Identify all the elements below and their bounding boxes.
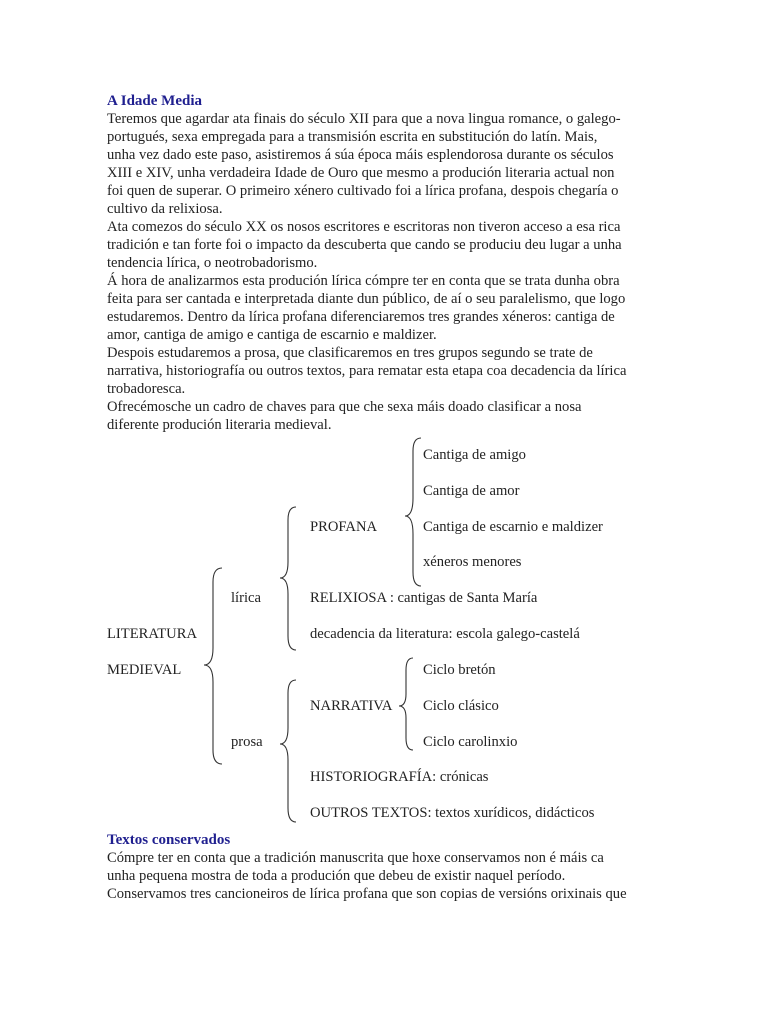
prosa-brace [280,680,296,822]
diagram-node-narrativa: NARRATIVA [310,698,393,714]
diagram-leaf-ciclo-clasico: Ciclo clásico [423,698,499,714]
lirica-brace [280,507,296,650]
diagram-node-lirica: lírica [231,590,261,606]
diagram-node-prosa: prosa [231,734,263,750]
root-brace [204,568,222,764]
diagram-node-outros-textos: OUTROS TEXTOS: textos xurídicos, didácticos [310,805,595,821]
diagram-leaf-cantiga-amigo: Cantiga de amigo [423,447,526,463]
diagram-leaf-ciclo-breton: Ciclo bretón [423,662,496,678]
section-heading-idade-media: A Idade Media [107,93,203,109]
diagram-leaf-cantiga-amor: Cantiga de amor [423,483,520,499]
paragraph: Ata comezos do século XX os nosos escritores e escritoras non tiveron acceso a esa rica tradición e tan forte foi o impacto da descuberta que cando se produciu deu lugar a unha tendencia lírica, o neotrobadorismo. [107,219,622,271]
paragraph: Cómpre ter en conta que a tradición manuscrita que hoxe conservamos non é máis ca unha pequena mostra de toda a produción que debeu de existir naquel período. Conservamos tres cancioneiros de lírica profana que son copias de versións orixinais que [107,850,627,902]
paragraph: Teremos que agardar ata finais do século XII para que a nova lingua romance, o galego- portugués, sexa empregada para a transmisión escrita en substitución do latín. Mais, unha vez dado este paso, asistiremos á súa época máis esplendorosa durante os séculos XIII e XIV, unha verdadeira Idade de Ouro que mesmo a produción literaria actual non foi quen de superar. O primeiro xénero cultivado foi a lírica profana, despois chegaría o cultivo da relixiosa. [107,111,621,217]
paragraph: Á hora de analizarmos esta produción lírica cómpre ter en conta que se trata dunha obra feita para ser cantada e interpretada diante dun público, de aí o seu paralelismo, que logo estudaremos. Dentro da lírica profana diferenciaremos tres grandes xéneros: cantiga de amor, cantiga de amigo e cantiga de escarnio e maldizer. [107,273,626,343]
narrativa-brace [399,658,413,750]
diagram-leaf-ciclo-carolinxio: Ciclo carolinxio [423,734,518,750]
diagram-leaf-xeneros-menores: xéneros menores [423,554,522,570]
profana-brace [405,438,421,586]
diagram-node-relixiosa: RELIXIOSA : cantigas de Santa María [310,590,538,606]
paragraph: Ofrecémosche un cadro de chaves para que che sexa máis doado clasificar a nosa diferente produción literaria medieval. [107,399,582,433]
paragraph: Despois estudaremos a prosa, que clasificaremos en tres grupos segundo se trate de narrativa, historiografía ou outros textos, para rematar esta etapa coa decadencia da lírica trobadoresca. [107,345,627,397]
section-heading-textos-conservados: Textos conservados [107,832,231,848]
diagram-node-historiografia: HISTORIOGRAFÍA: crónicas [310,769,489,785]
diagram-root-literatura: LITERATURA [107,626,197,642]
diagram-root-medieval: MEDIEVAL [107,662,182,678]
diagram-node-profana: PROFANA [310,519,378,535]
diagram-node-decadencia: decadencia da literatura: escola galego-castelá [310,626,580,642]
diagram-leaf-cantiga-escarnio: Cantiga de escarnio e maldizer [423,519,603,535]
